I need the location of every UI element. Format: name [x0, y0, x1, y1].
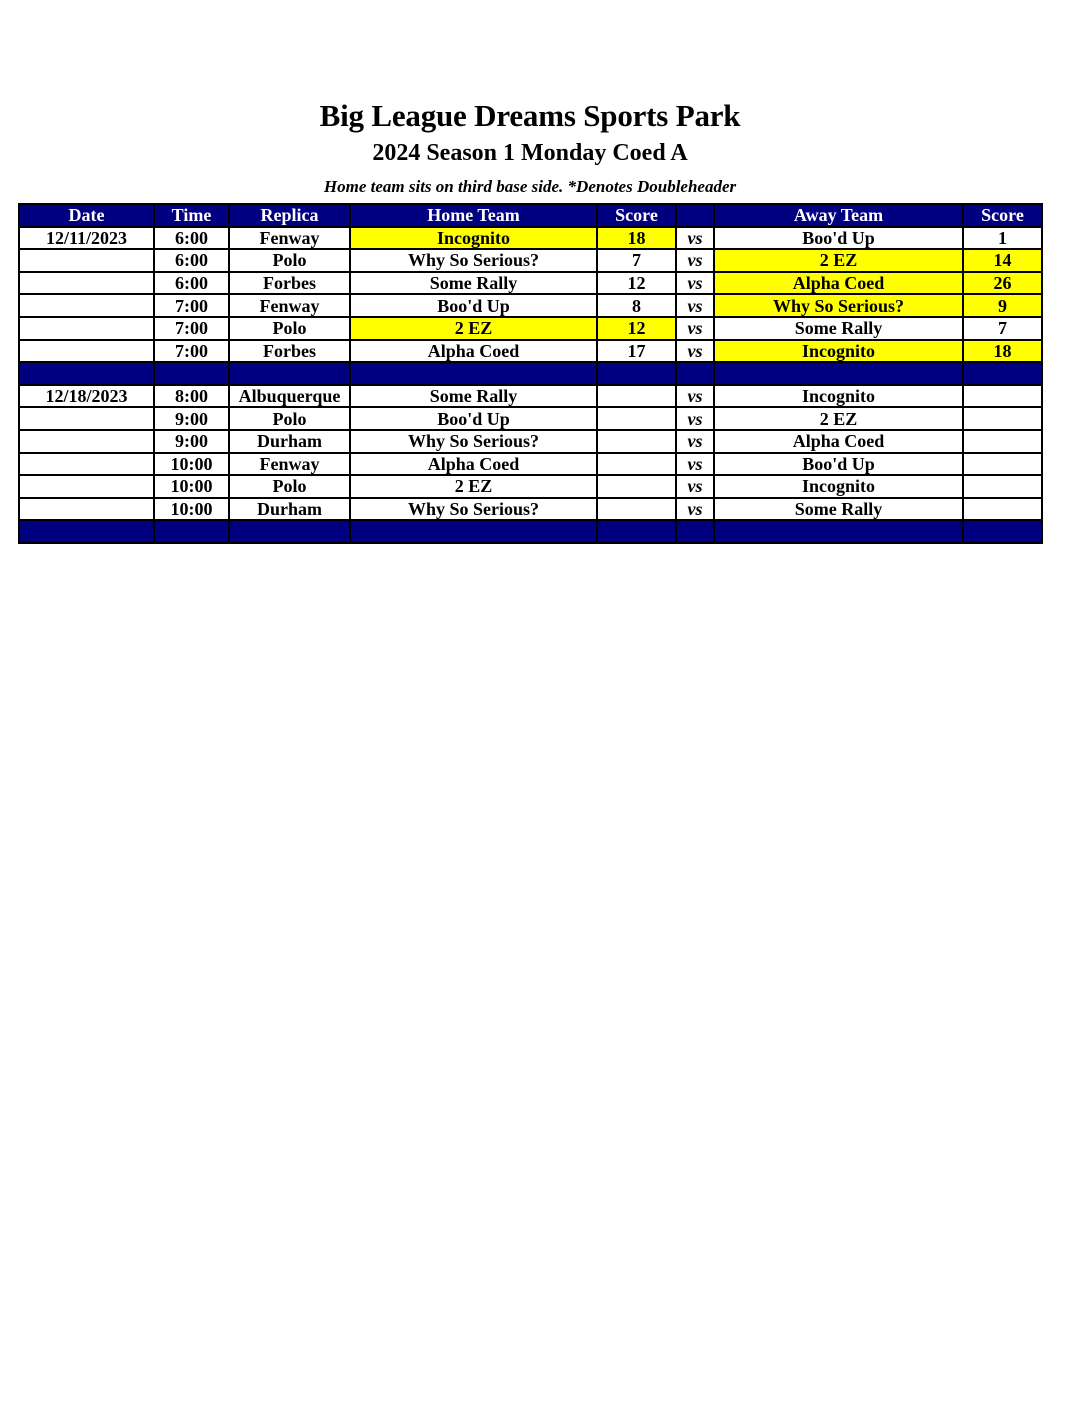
time-cell: 7:00	[154, 294, 229, 317]
home-team-cell: Why So Serious?	[350, 249, 597, 272]
home-score-cell	[597, 385, 676, 408]
time-cell: 8:00	[154, 385, 229, 408]
date-cell: 12/11/2023	[19, 227, 154, 250]
time-cell: 6:00	[154, 272, 229, 295]
date-cell	[19, 340, 154, 363]
home-team-cell: 2 EZ	[350, 475, 597, 498]
schedule-table	[18, 203, 1043, 544]
game-row	[19, 407, 1042, 430]
replica-cell: Polo	[229, 317, 350, 340]
separator-cell	[597, 362, 676, 385]
away-score-cell	[963, 407, 1042, 430]
col-header-away-team: Away Team	[714, 204, 963, 227]
separator-cell	[229, 362, 350, 385]
replica-cell: Fenway	[229, 453, 350, 476]
date-cell	[19, 272, 154, 295]
col-header-home-score: Score	[597, 204, 676, 227]
page-title: Big League Dreams Sports Park	[319, 98, 741, 133]
away-team-cell: Incognito	[714, 340, 963, 363]
away-team-cell: Alpha Coed	[714, 430, 963, 453]
col-header-home-team: Home Team	[350, 204, 597, 227]
home-team-cell: Why So Serious?	[350, 430, 597, 453]
date-cell	[19, 407, 154, 430]
away-score-cell: 7	[963, 317, 1042, 340]
away-team-cell: Boo'd Up	[714, 453, 963, 476]
home-team-cell: Alpha Coed	[350, 340, 597, 363]
replica-cell: Albuquerque	[229, 385, 350, 408]
vs-cell: vs	[676, 227, 714, 250]
separator-cell	[676, 520, 714, 543]
game-row	[19, 475, 1042, 498]
time-cell: 10:00	[154, 453, 229, 476]
away-score-cell: 1	[963, 227, 1042, 250]
replica-cell: Durham	[229, 498, 350, 521]
date-cell	[19, 498, 154, 521]
game-row	[19, 317, 1042, 340]
replica-cell: Fenway	[229, 227, 350, 250]
col-header-away-score: Score	[963, 204, 1042, 227]
vs-cell: vs	[676, 272, 714, 295]
replica-cell: Fenway	[229, 294, 350, 317]
game-row	[19, 430, 1042, 453]
separator-cell	[963, 362, 1042, 385]
separator-cell	[350, 520, 597, 543]
date-cell	[19, 249, 154, 272]
vs-cell: vs	[676, 475, 714, 498]
game-row	[19, 249, 1042, 272]
date-cell	[19, 317, 154, 340]
game-row	[19, 340, 1042, 363]
col-header-date: Date	[19, 204, 154, 227]
separator-cell	[714, 362, 963, 385]
time-cell: 9:00	[154, 407, 229, 430]
away-score-cell: 26	[963, 272, 1042, 295]
date-cell	[19, 475, 154, 498]
away-team-cell: Incognito	[714, 475, 963, 498]
vs-cell: vs	[676, 317, 714, 340]
game-row	[19, 453, 1042, 476]
separator-cell	[676, 362, 714, 385]
vs-cell: vs	[676, 385, 714, 408]
page-subtitle: 2024 Season 1 Monday Coed A	[372, 140, 688, 166]
game-row	[19, 227, 1042, 250]
home-score-cell: 8	[597, 294, 676, 317]
vs-cell: vs	[676, 453, 714, 476]
separator-cell	[350, 362, 597, 385]
away-score-cell	[963, 430, 1042, 453]
away-team-cell: Why So Serious?	[714, 294, 963, 317]
home-score-cell: 17	[597, 340, 676, 363]
time-cell: 7:00	[154, 340, 229, 363]
home-team-cell: 2 EZ	[350, 317, 597, 340]
time-cell: 7:00	[154, 317, 229, 340]
week-separator-row	[19, 362, 1042, 385]
time-cell: 10:00	[154, 498, 229, 521]
home-team-cell: Alpha Coed	[350, 453, 597, 476]
away-team-cell: 2 EZ	[714, 249, 963, 272]
replica-cell: Polo	[229, 407, 350, 430]
separator-cell	[19, 362, 154, 385]
separator-cell	[714, 520, 963, 543]
date-cell	[19, 453, 154, 476]
vs-cell: vs	[676, 340, 714, 363]
away-team-cell: Some Rally	[714, 317, 963, 340]
away-team-cell: Alpha Coed	[714, 272, 963, 295]
home-score-cell: 7	[597, 249, 676, 272]
date-cell	[19, 430, 154, 453]
home-score-cell	[597, 407, 676, 430]
separator-cell	[154, 520, 229, 543]
away-score-cell: 14	[963, 249, 1042, 272]
away-score-cell	[963, 385, 1042, 408]
away-team-cell: 2 EZ	[714, 407, 963, 430]
time-cell: 6:00	[154, 249, 229, 272]
game-row	[19, 294, 1042, 317]
replica-cell: Polo	[229, 475, 350, 498]
away-score-cell: 18	[963, 340, 1042, 363]
vs-cell: vs	[676, 430, 714, 453]
separator-cell	[963, 520, 1042, 543]
game-row	[19, 272, 1042, 295]
schedule-note: Home team sits on third base side. *Denotes Doubleheader	[323, 177, 737, 196]
home-team-cell: Some Rally	[350, 272, 597, 295]
home-team-cell: Some Rally	[350, 385, 597, 408]
game-row	[19, 498, 1042, 521]
time-cell: 10:00	[154, 475, 229, 498]
home-score-cell: 12	[597, 317, 676, 340]
separator-cell	[229, 520, 350, 543]
time-cell: 6:00	[154, 227, 229, 250]
away-team-cell: Incognito	[714, 385, 963, 408]
replica-cell: Polo	[229, 249, 350, 272]
home-score-cell: 12	[597, 272, 676, 295]
home-team-cell: Boo'd Up	[350, 294, 597, 317]
vs-cell: vs	[676, 294, 714, 317]
date-cell	[19, 294, 154, 317]
away-score-cell: 9	[963, 294, 1042, 317]
date-cell: 12/18/2023	[19, 385, 154, 408]
vs-cell: vs	[676, 407, 714, 430]
away-score-cell	[963, 453, 1042, 476]
separator-cell	[154, 362, 229, 385]
home-score-cell	[597, 453, 676, 476]
home-team-cell: Why So Serious?	[350, 498, 597, 521]
home-score-cell	[597, 498, 676, 521]
col-header-time: Time	[154, 204, 229, 227]
week-separator-row	[19, 520, 1042, 543]
home-score-cell	[597, 430, 676, 453]
game-row	[19, 385, 1042, 408]
home-score-cell	[597, 475, 676, 498]
time-cell: 9:00	[154, 430, 229, 453]
separator-cell	[19, 520, 154, 543]
home-team-cell: Boo'd Up	[350, 407, 597, 430]
header-row	[19, 204, 1042, 227]
home-team-cell: Incognito	[350, 227, 597, 250]
col-header-vs	[676, 204, 714, 227]
away-score-cell	[963, 475, 1042, 498]
replica-cell: Forbes	[229, 340, 350, 363]
col-header-replica: Replica	[229, 204, 350, 227]
vs-cell: vs	[676, 249, 714, 272]
home-score-cell: 18	[597, 227, 676, 250]
separator-cell	[597, 520, 676, 543]
away-score-cell	[963, 498, 1042, 521]
replica-cell: Forbes	[229, 272, 350, 295]
vs-cell: vs	[676, 498, 714, 521]
schedule-body	[19, 227, 1042, 543]
replica-cell: Durham	[229, 430, 350, 453]
away-team-cell: Boo'd Up	[714, 227, 963, 250]
away-team-cell: Some Rally	[714, 498, 963, 521]
